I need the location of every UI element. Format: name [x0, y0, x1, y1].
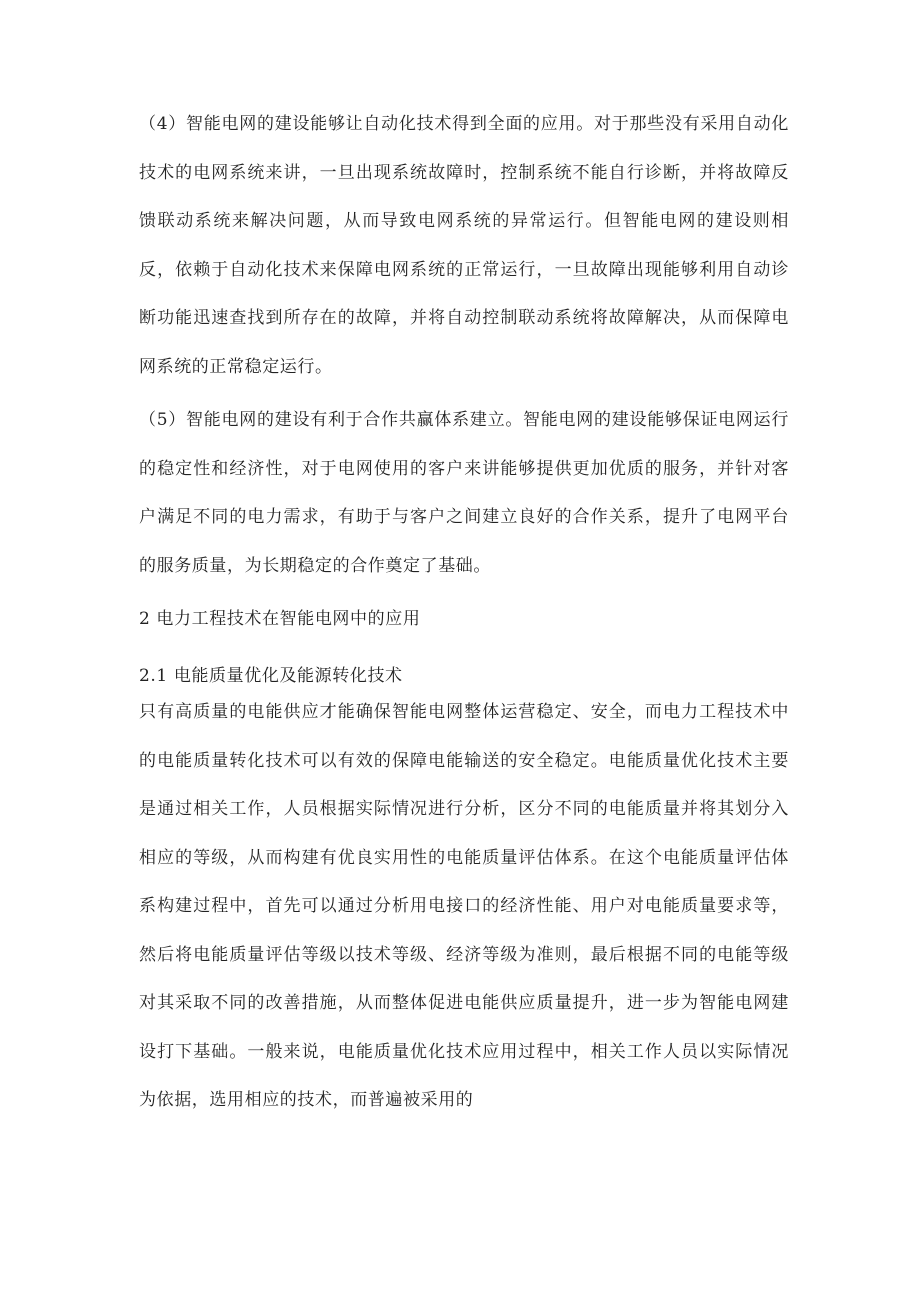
- body-paragraph: 只有高质量的电能供应才能确保智能电网整体运营稳定、安全，而电力工程技术中的电能质量转化技术可以有效的保障电能输送的安全稳定。电能质量优化技术主要是通过相关工作，人员根据实际情况进行分析，区分不同的电能质量并将其划分入相应的等级，从而构建有优良实用性的电能质量评估体系。在这个电能质量评估体系构建过程中，首先可以通过分析用电接口的经济性能、用户对电能质量要求等，然后将电能质量评估等级以技术等级、经济等级为准则，最后根据不同的电能等级对其采取不同的改善措施，从而整体促进电能供应质量提升，进一步为智能电网建设打下基础。一般来说，电能质量优化技术应用过程中，相关工作人员以实际情况为依据，选用相应的技术，而普遍被采用的: [139, 702, 789, 1110]
- subsection-heading: 2.1 电能质量优化及能源转化技术: [139, 666, 403, 686]
- paragraph-item-4: （4）智能电网的建设能够让自动化技术得到全面的应用。对于那些没有采用自动化技术的电网系统来讲，一旦出现系统故障时，控制系统不能自行诊断，并将故障反馈联动系统来解决问题，从而导致电网系统的异常运行。但智能电网的建设则相反，依赖于自动化技术来保障电网系统的正常运行，一旦故障出现能够利用自动诊断功能迅速查找到所存在的故障，并将自动控制联动系统将故障解决，从而保障电网系统的正常稳定运行。: [139, 114, 789, 377]
- paragraph-item-5: （5）智能电网的建设有利于合作共赢体系建立。智能电网的建设能够保证电网运行的稳定性和经济性，对于电网使用的客户来讲能够提供更加优质的服务，并针对客户满足不同的电力需求，有助于与客户之间建立良好的合作关系，提升了电网平台的服务质量，为长期稳定的合作奠定了基础。: [139, 410, 789, 576]
- section-heading: 2 电力工程技术在智能电网中的应用: [139, 609, 421, 629]
